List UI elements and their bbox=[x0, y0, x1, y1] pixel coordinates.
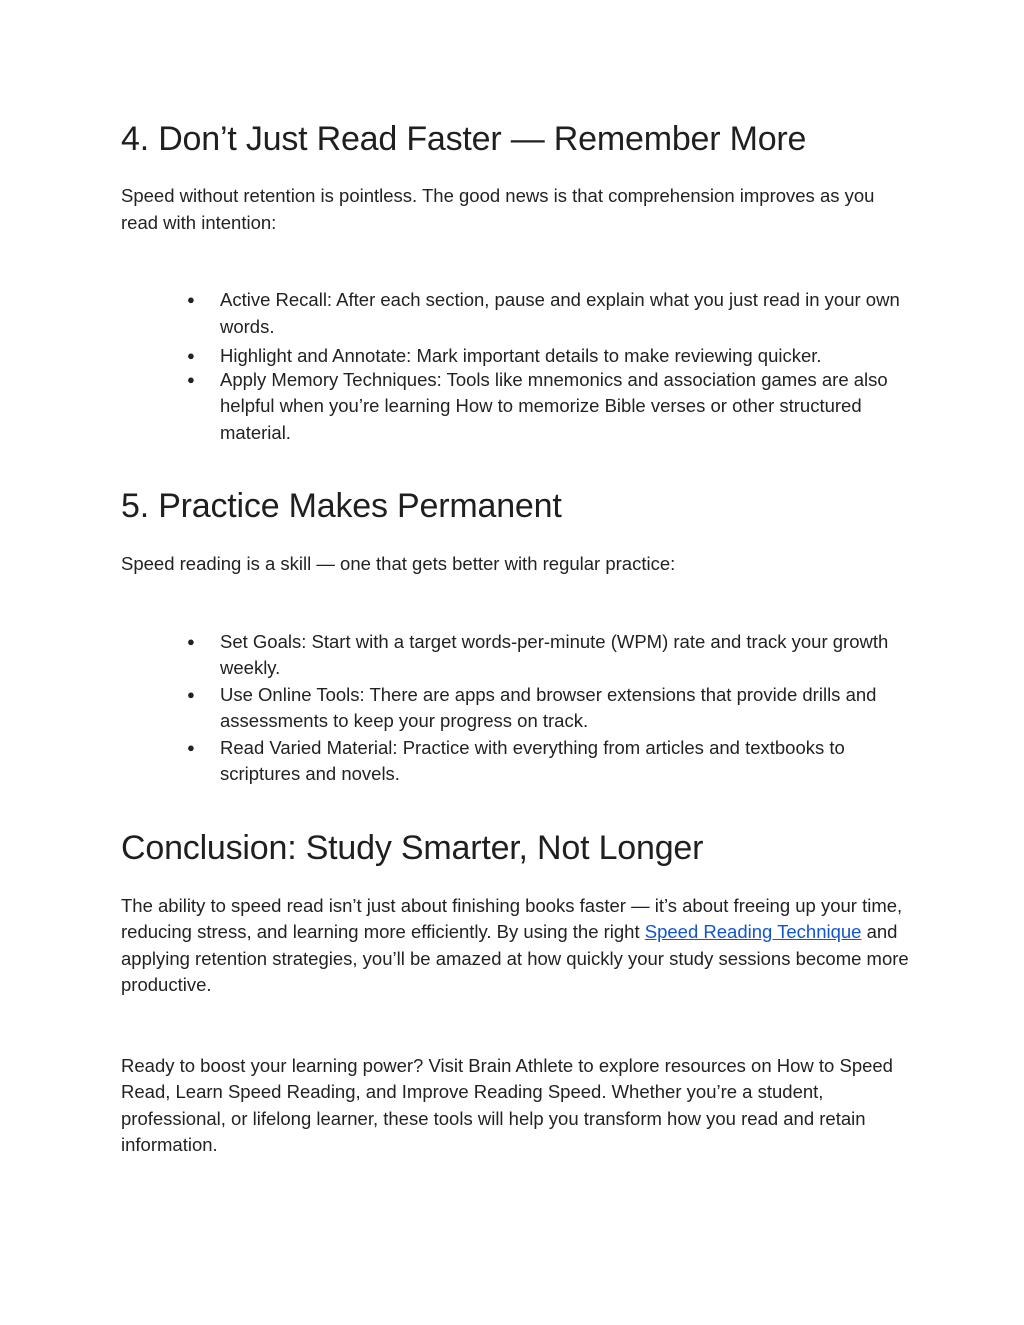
section-heading-remember-more: 4. Don’t Just Read Faster — Remember More bbox=[121, 120, 807, 158]
bullet-icon: ● bbox=[187, 348, 195, 363]
conclusion-text-before-link: The ability to speed read isn’t just about finishing books faster — it’s about freeing up your time, reducing stress, and learning more efficiently. By using the right bbox=[121, 894, 903, 942]
list-item bbox=[187, 682, 911, 735]
bullet-icon: ● bbox=[187, 686, 195, 702]
list-item-text: Active Recall: After each section, pause and explain what you just read in your own words. bbox=[220, 289, 900, 337]
list-item-text: Highlight and Annotate: Mark important details to make reviewing quicker. bbox=[220, 345, 822, 366]
bullet-list-practice bbox=[121, 629, 911, 788]
list-item-text: Use Online Tools: There are apps and browser extensions that provide drills and assessments to keep your progress on track. bbox=[220, 683, 877, 731]
list-item-text: Apply Memory Techniques: Tools like mnemonics and association games are also helpful when you’re learning How to memorize Bible verses or other structured material. bbox=[220, 368, 888, 443]
call-to-action-paragraph: Ready to boost your learning power? Visit Brain Athlete to explore resources on How to Speed Read, Learn Speed Reading, and Improve Reading Speed. Whether you’re a student, professional, or lifelong learner, these tools will help you transform how you read and retain information. bbox=[121, 1054, 893, 1155]
list-item bbox=[187, 735, 911, 788]
list-item bbox=[187, 629, 911, 682]
bullet-list-remember-more bbox=[121, 287, 911, 446]
section-heading-practice: 5. Practice Makes Permanent bbox=[121, 487, 562, 525]
list-item bbox=[187, 287, 911, 340]
document-page bbox=[121, 118, 911, 1159]
list-item bbox=[187, 367, 911, 447]
section-intro-remember-more: Speed without retention is pointless. The good news is that comprehension improves as you read with intention: bbox=[121, 185, 875, 233]
bullet-icon: ● bbox=[187, 739, 195, 755]
conclusion-paragraph bbox=[121, 893, 911, 999]
section-intro-practice: Speed reading is a skill — one that gets better with regular practice: bbox=[121, 553, 676, 574]
bullet-icon: ● bbox=[187, 633, 195, 649]
section-heading-conclusion: Conclusion: Study Smarter, Not Longer bbox=[121, 828, 704, 867]
conclusion-text-after-link: and applying retention strategies, you’ll be amazed at how quickly your study sessions become more productive. bbox=[121, 921, 909, 995]
bullet-icon: ● bbox=[187, 371, 195, 387]
speed-reading-technique-link[interactable]: Speed Reading Technique bbox=[644, 921, 862, 942]
list-item-text: Read Varied Material: Practice with everything from articles and textbooks to scriptures and novels. bbox=[220, 736, 845, 784]
list-item-text: Set Goals: Start with a target words-per-minute (WPM) rate and track your growth weekly. bbox=[220, 630, 889, 678]
bullet-icon: ● bbox=[187, 292, 195, 307]
